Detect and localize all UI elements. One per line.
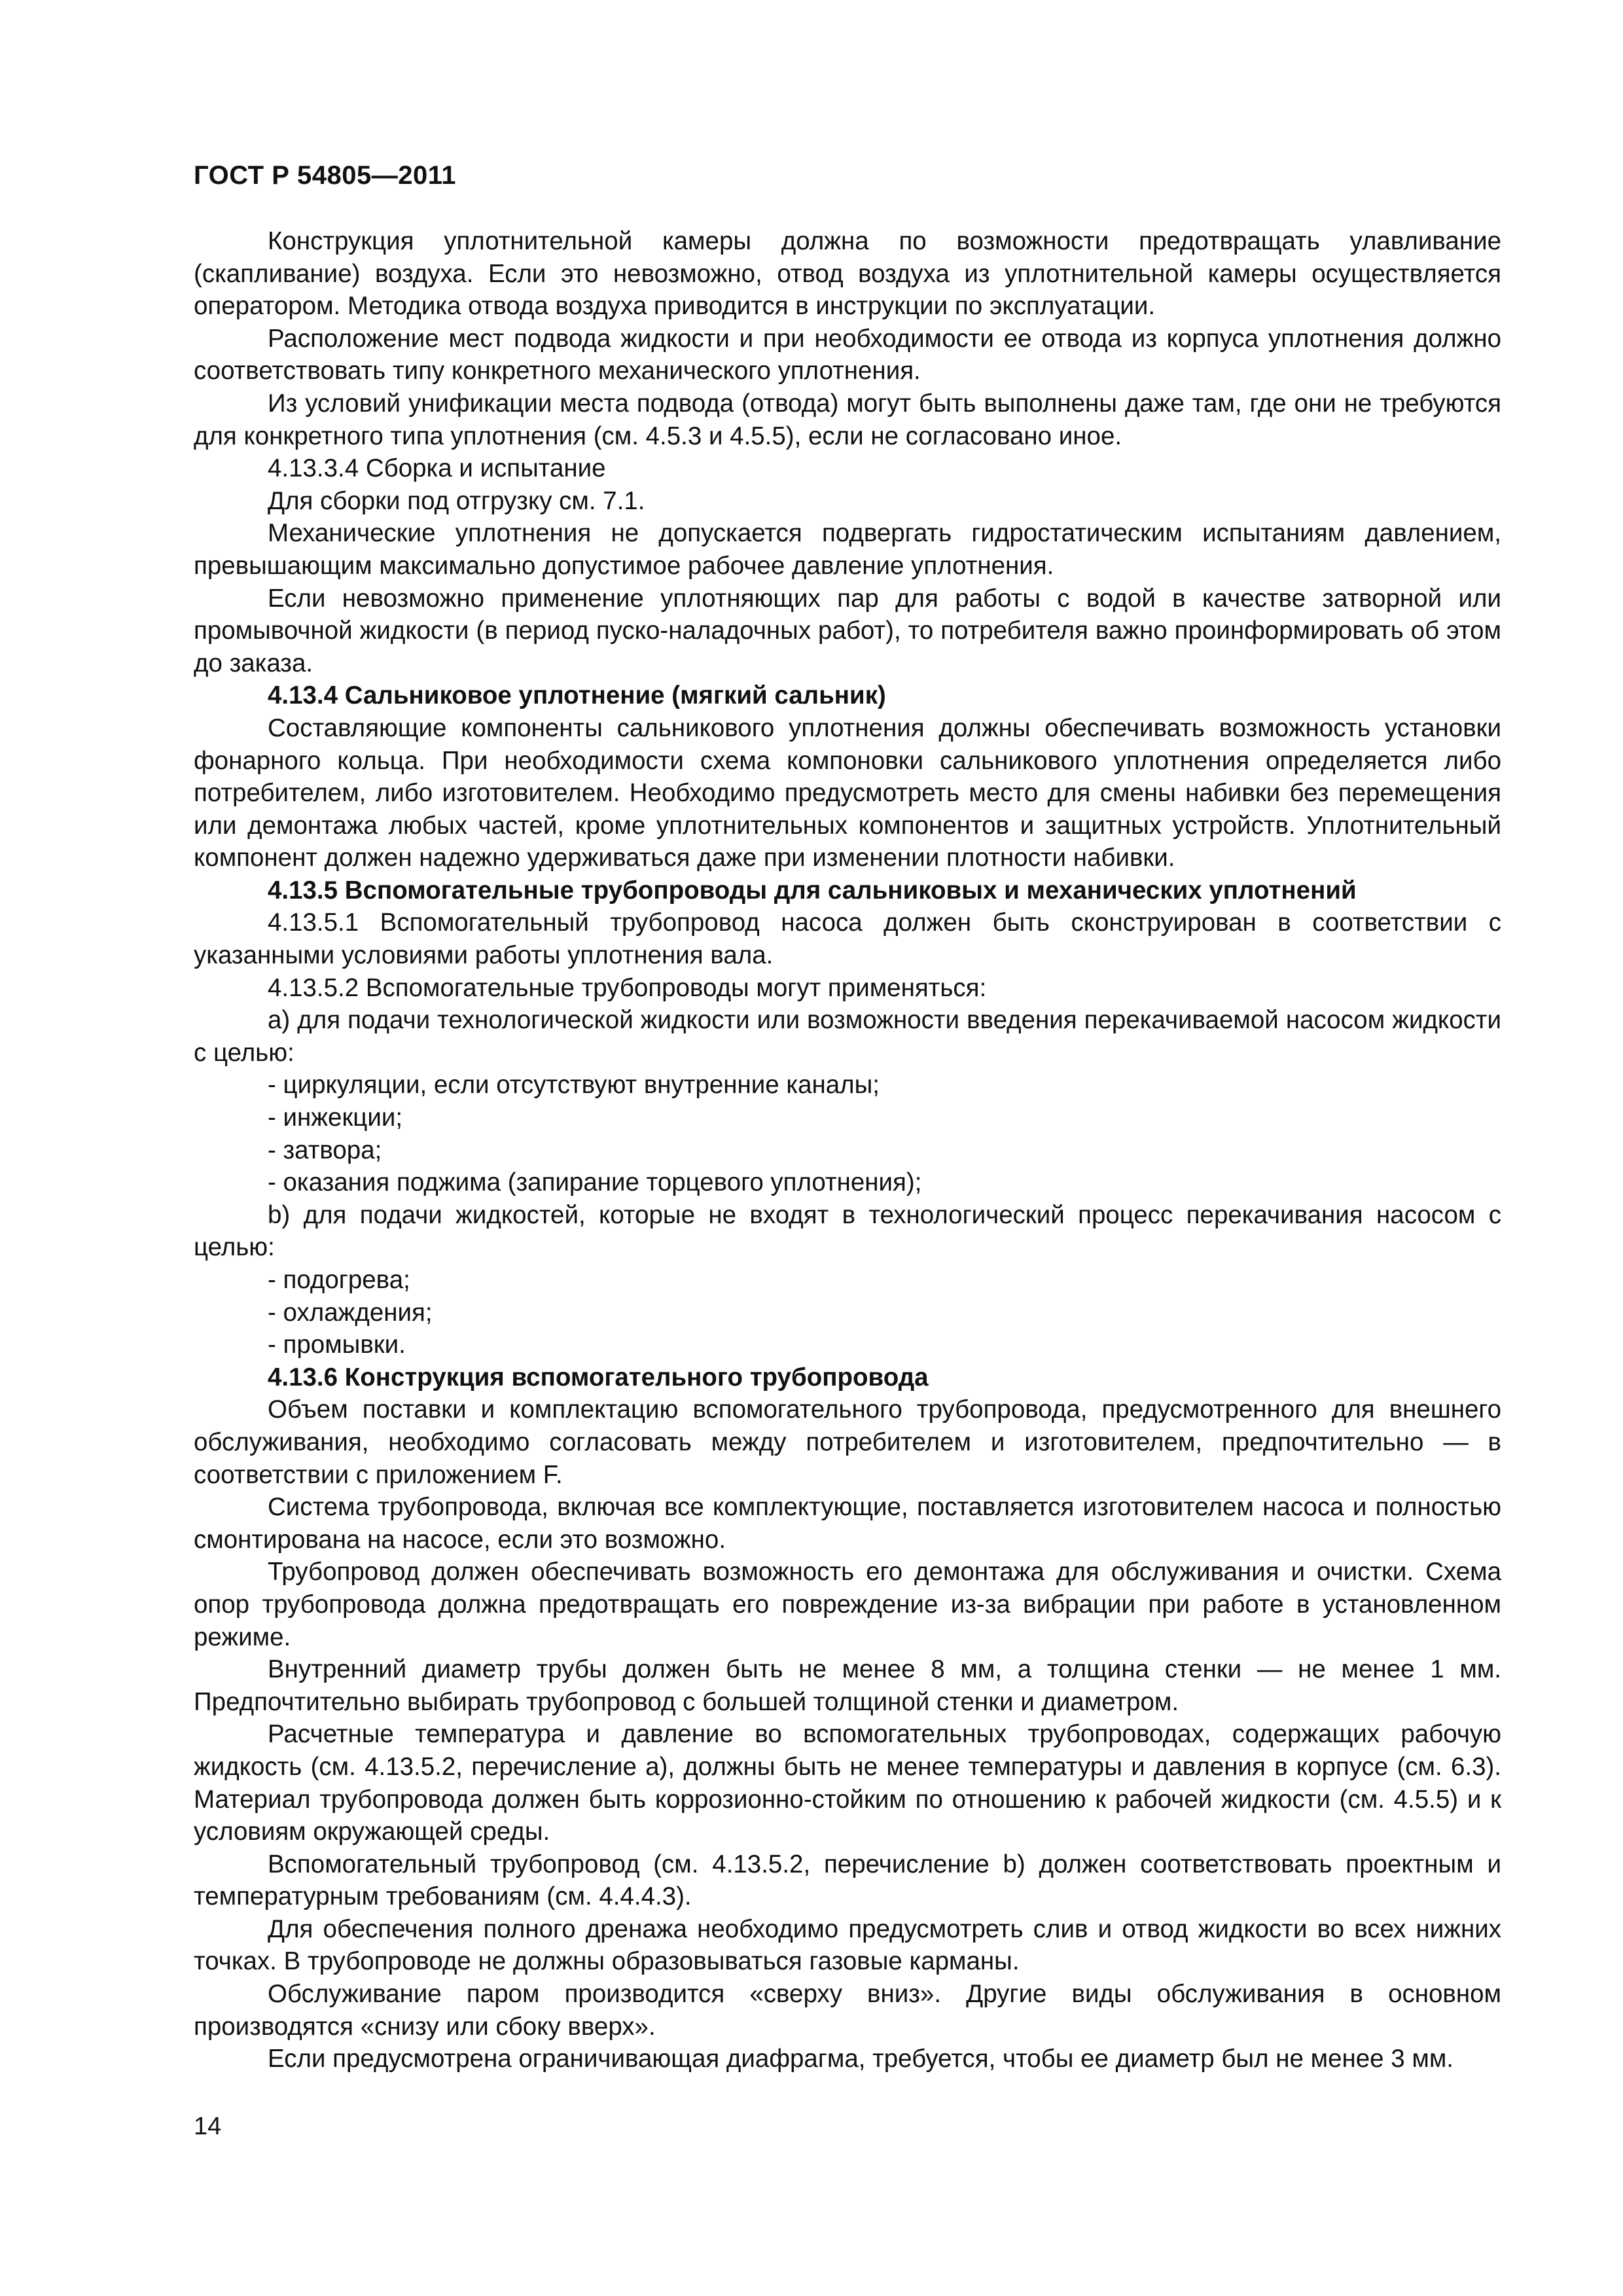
paragraph: 4.13.5.2 Вспомогательные трубопроводы могут применяться:: [268, 973, 987, 1002]
paragraph: Внутренний диаметр трубы должен быть не менее 8 мм, а толщина стенки — не менее 1 мм. Предпочтительно выбирать трубопровод с большей толщиной стенки и диаметром.: [194, 1655, 1501, 1716]
paragraph: Расчетные температура и давление во вспомогательных трубопроводах, содержащих рабочую жидкость (см. 4.13.5.2, перечисление а), должны быть не менее температуры и давления в корпусе (см. 6.3). Материал трубопровода должен быть коррозионно-стойким по отношению к рабочей жидкости (см. 4.5.5) и к условиям окружающей среды.: [194, 1720, 1501, 1846]
paragraph: Если невозможно применение уплотняющих пар для работы с водой в качестве затворной или промывочной жидкости (в период пуско-наладочных работ), то потребителя важно проинформировать об этом до заказа.: [194, 584, 1501, 677]
paragraph: Для обеспечения полного дренажа необходимо предусмотреть слив и отвод жидкости во всех нижних точках. В трубопроводе не должны образовываться газовые карманы.: [194, 1914, 1501, 1976]
standard-header: ГОСТ Р 54805—2011: [194, 161, 456, 190]
paragraph: Составляющие компоненты сальникового уплотнения должны обеспечивать возможность установки фонарного кольца. При необходимости схема компоновки сальникового уплотнения определяется либо потребителем, либо изготовителем. Необходимо предусмотреть место для смены набивки без перемещения или демонтажа любых частей, кроме уплотнительных компонентов и защитных устройств. Уплотнительный компонент должен надежно удерживаться даже при изменении плотности набивки.: [194, 713, 1501, 872]
paragraph: Для сборки под отгрузку см. 7.1.: [268, 486, 645, 515]
list-item: - подогрева;: [268, 1266, 410, 1294]
section-heading: 4.13.5 Вспомогательные трубопроводы для сальниковых и механических уплотнений: [268, 876, 1357, 905]
list-item: - затвора;: [268, 1136, 382, 1164]
document-body: [194, 225, 1501, 2075]
subsection-heading: 4.13.3.4 Сборка и испытание: [268, 454, 606, 483]
list-item: - инжекции;: [268, 1103, 403, 1132]
list-item: - промывки.: [268, 1331, 406, 1359]
paragraph: Трубопровод должен обеспечивать возможность его демонтажа для обслуживания и очистки. Схема опор трубопровода должна предотвращать его повреждение из-за вибрации при работе в установленном режиме.: [194, 1558, 1501, 1651]
paragraph: Из условий унификации места подвода (отвода) могут быть выполнены даже там, где они не требуются для конкретного типа уплотнения (см. 4.5.3 и 4.5.5), если не согласовано иное.: [194, 389, 1501, 450]
paragraph: Обслуживание паром производится «сверху вниз». Другие виды обслуживания в основном производятся «снизу или сбоку вверх».: [194, 1980, 1501, 2041]
section-heading: 4.13.4 Сальниковое уплотнение (мягкий сальник): [268, 681, 886, 710]
paragraph: Механические уплотнения не допускается подвергать гидростатическим испытаниям давлением, превышающим максимально допустимое рабочее давление уплотнения.: [194, 519, 1501, 580]
list-item: b) для подачи жидкостей, которые не входят в технологический процесс перекачивания насосом с целью:: [194, 1200, 1501, 1262]
page-number: 14: [194, 2113, 222, 2140]
paragraph: Объем поставки и комплектацию вспомогательного трубопровода, предусмотренного для внешнего обслуживания, необходимо согласовать между потребителем и изготовителем, предпочтительно — в соответствии с приложением F.: [194, 1395, 1501, 1489]
paragraph: Если предусмотрена ограничивающая диафрагма, требуется, чтобы ее диаметр был не менее 3 мм.: [268, 2045, 1454, 2073]
paragraph: 4.13.5.1 Вспомогательный трубопровод насоса должен быть сконструирован в соответствии с указанными условиями работы уплотнения вала.: [194, 908, 1501, 970]
list-item: а) для подачи технологической жидкости или возможности введения перекачиваемой насосом жидкости с целью:: [194, 1006, 1501, 1067]
paragraph: Расположение мест подвода жидкости и при необходимости ее отвода из корпуса уплотнения должно соответствовать типу конкретного механического уплотнения.: [194, 324, 1501, 386]
paragraph: Система трубопровода, включая все комплектующие, поставляется изготовителем насоса и полностью смонтирована на насосе, если это возможно.: [194, 1493, 1501, 1554]
paragraph: Конструкция уплотнительной камеры должна по возможности предотвращать улавливание (скапливание) воздуха. Если это невозможно, отвод воздуха из уплотнительной камеры осуществляется оператором. Методика отвода воздуха приводится в инструкции по эксплуатации.: [194, 227, 1501, 321]
list-item: - циркуляции, если отсутствуют внутренние каналы;: [268, 1071, 880, 1100]
paragraph: Вспомогательный трубопровод (см. 4.13.5.2, перечисление b) должен соответствовать проектным и температурным требованиям (см. 4.4.4.3).: [194, 1850, 1501, 1911]
list-item: - оказания поджима (запирание торцевого уплотнения);: [268, 1168, 922, 1197]
section-heading: 4.13.6 Конструкция вспомогательного трубопровода: [268, 1363, 929, 1391]
list-item: - охлаждения;: [268, 1298, 433, 1327]
